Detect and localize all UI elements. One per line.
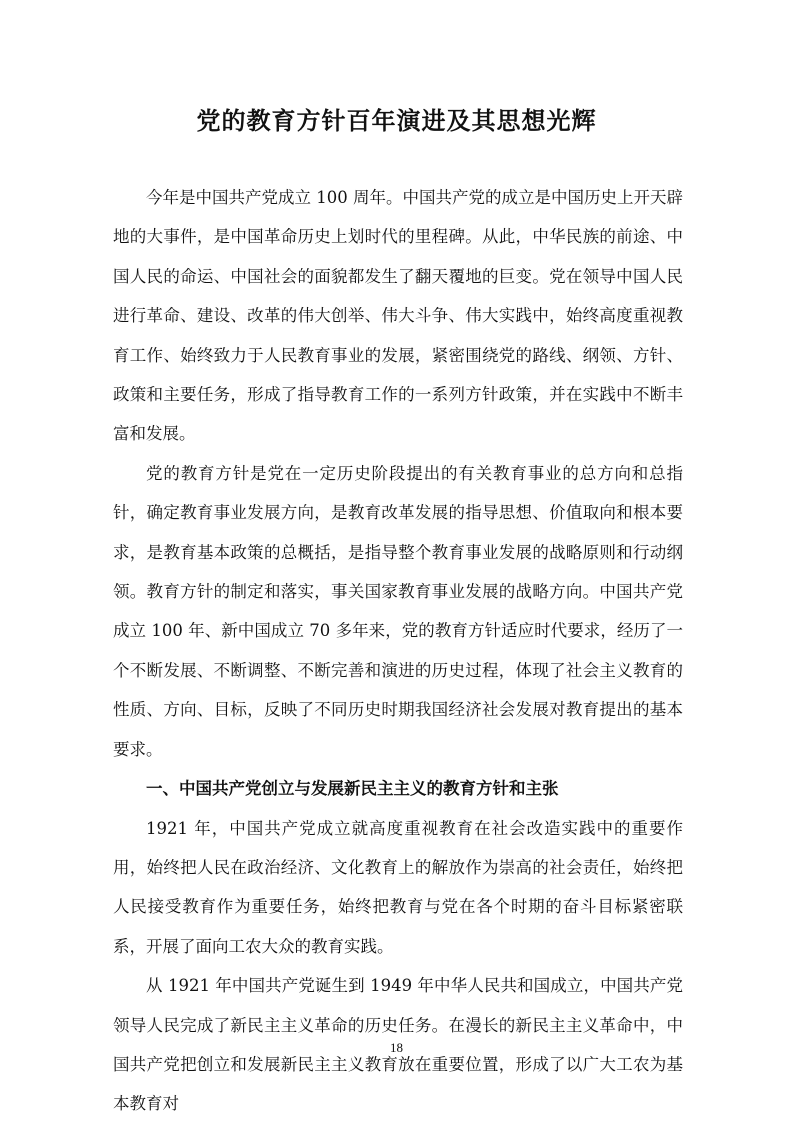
page-number: 18	[390, 1040, 403, 1055]
paragraph: 从 1921 年中国共产党诞生到 1949 年中华人民共和国成立，中国共产党领导人民完成了新民主主义革命的历史任务。在漫长的新民主主义革命中，中国共产党把创立和发展新民主主义教育放在重要位置，形成了以广大工农为基本教育对	[113, 976, 683, 1114]
page-title: 党的教育方针百年演进及其思想光辉	[196, 106, 597, 135]
section-heading: 一、中国共产党创立与发展新民主主义的教育方针和主张	[146, 779, 559, 799]
document-body	[113, 178, 683, 1124]
paragraph: 1921 年，中国共产党成立就高度重视教育在社会改造实践中的重要作用，始终把人民在政治经济、文化教育上的解放作为崇高的社会责任，始终把人民接受教育作为重要任务，始终把教育与党在各个时期的奋斗目标紧密联系，开展了面向工农大众的教育实践。	[113, 818, 683, 956]
paragraph: 党的教育方针是党在一定历史阶段提出的有关教育事业的总方向和总指针，确定教育事业发展方向，是教育改革发展的指导思想、价值取向和根本要求，是教育基本政策的总概括，是指导整个教育事业发展的战略原则和行动纲领。教育方针的制定和落实，事关国家教育事业发展的战略方向。中国共产党成立 100 年、新中国成立 70 多年来，党的教育方针适应时代要求，经历了一个不断发展、不断调整、不断完善和演进的历史过程，体现了社会主义教育的性质、方向、目标，反映了不同历史时期我国经济社会发展对教育提出的基本要求。	[113, 463, 683, 759]
paragraph: 今年是中国共产党成立 100 周年。中国共产党的成立是中国历史上开天辟地的大事件，是中国革命历史上划时代的里程碑。从此，中华民族的前途、中国人民的命运、中国社会的面貌都发生了翻天覆地的巨变。党在领导中国人民进行革命、建设、改革的伟大创举、伟大斗争、伟大实践中，始终高度重视教育工作、始终致力于人民教育事业的发展，紧密围绕党的路线、纲领、方针、政策和主要任务，形成了指导教育工作的一系列方针政策，并在实践中不断丰富和发展。	[113, 188, 683, 444]
